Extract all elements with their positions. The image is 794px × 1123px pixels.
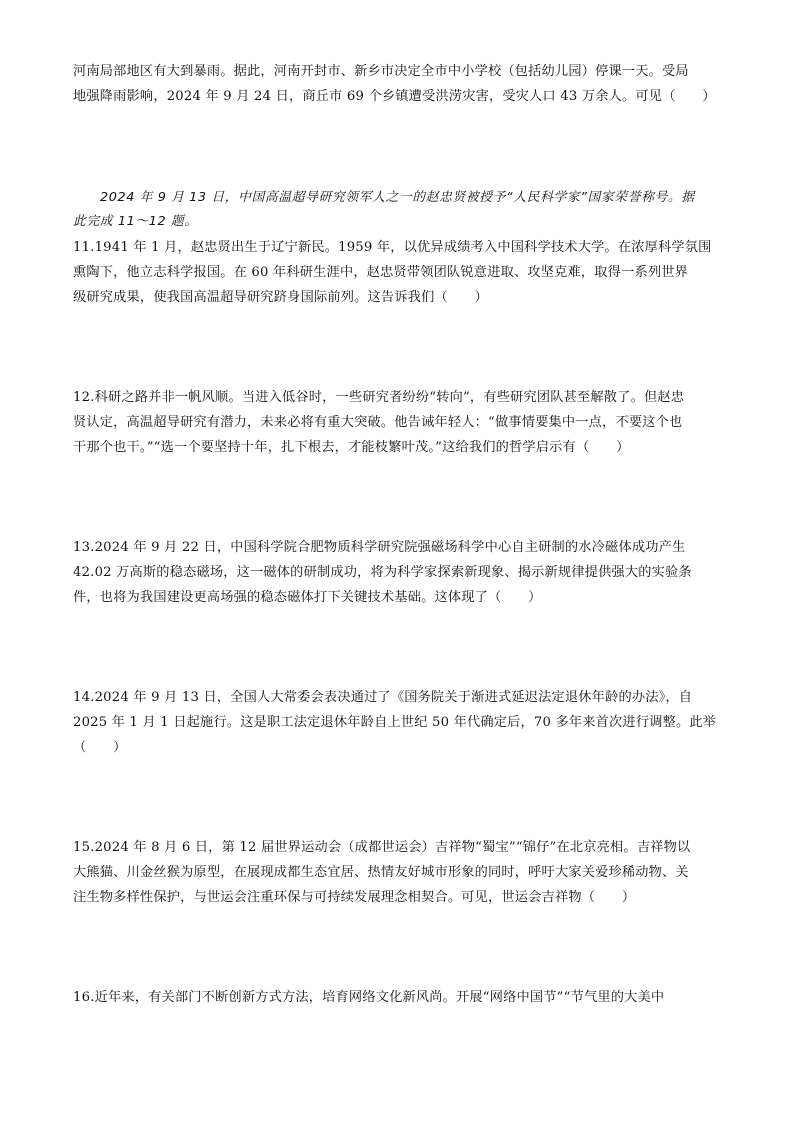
q15-line-2: 大熊猫、川金丝猴为原型，在展现成都生态宜居、热情友好城市形象的同时，呼吁大家关爱珍稀动物、关 <box>73 865 689 880</box>
q12-line-1: 12.科研之路并非一帆风顺。当进入低谷时，一些研究者纷纷“转向”，有些研究团队甚至解散了。但赵忠 <box>73 390 685 405</box>
q12-line-3: 干那个也干。”“选一个要坚持十年，扎下根去，才能枝繁叶茂。”这给我们的哲学启示有（ ） <box>73 440 630 455</box>
q13-line-1: 13.2024 年 9 月 22 日，中国科学院合肥物质科学研究院强磁场科学中心自主研制的水冷磁体成功产生 <box>73 540 686 555</box>
intro-11-12-line-2: 此完成 11～12 题。 <box>73 214 198 229</box>
q10-line-1: 河南局部地区有大到暴雨。据此，河南开封市、新乡市决定全市中小学校（包括幼儿园）停课一天。受局 <box>73 64 689 79</box>
q14-line-1: 14.2024 年 9 月 13 日，全国人大常委会表决通过了《国务院关于渐进式延迟法定退休年龄的办法》，自 <box>73 690 693 705</box>
q14-line-3: （ ） <box>73 740 127 755</box>
q15-line-3: 注生物多样性保护，与世运会注重环保与可持续发展理念相契合。可见，世运会吉祥物（ ） <box>73 890 636 905</box>
q13-line-2: 42.02 万高斯的稳态磁场，这一磁体的研制成功，将为科学家探索新现象、揭示新规律提供强大的实验条 <box>73 565 692 580</box>
q11-line-3: 级研究成果，使我国高温超导研究跻身国际前列。这告诉我们（ ） <box>73 290 489 305</box>
q11-line-1: 11.1941 年 1 月，赵忠贤出生于辽宁新民。1959 年，以优异成绩考入中国科学技术大学。在浓厚科学氛围 <box>73 240 712 255</box>
q12-line-2: 贤认定，高温超导研究有潜力，未来必将有重大突破。他告诫年轻人：“做事情要集中一点，不要这个也 <box>73 415 683 430</box>
q13-line-3: 件，也将为我国建设更高场强的稳态磁体打下关键技术基础。这体现了（ ） <box>73 590 542 605</box>
q11-line-2: 熏陶下，他立志科学报国。在 60 年科研生涯中，赵忠贤带领团队锐意进取、攻坚克难，取得一系列世界 <box>73 265 689 280</box>
intro-11-12-line-1: 2024 年 9 月 13 日，中国高温超导研究领军人之一的赵忠贤被授予“人民科学家”国家荣誉称号。据 <box>100 190 695 205</box>
q16-line-1: 16.近年来，有关部门不断创新方式方法，培育网络文化新风尚。开展“网络中国节”“节气里的大美中 <box>73 990 665 1005</box>
q14-line-2: 2025 年 1 月 1 日起施行。这是职工法定退休年龄自上世纪 50 年代确定后，70 多年来首次进行调整。此举 <box>73 715 717 730</box>
q15-line-1: 15.2024 年 8 月 6 日，第 12 届世界运动会（成都世运会）吉祥物“蜀宝”“锦仔”在北京亮相。吉祥物以 <box>73 840 691 855</box>
q10-line-2: 地强降雨影响，2024 年 9 月 24 日，商丘市 69 个乡镇遭受洪涝灾害，受灾人口 43 万余人。可见（ ） <box>73 89 716 104</box>
